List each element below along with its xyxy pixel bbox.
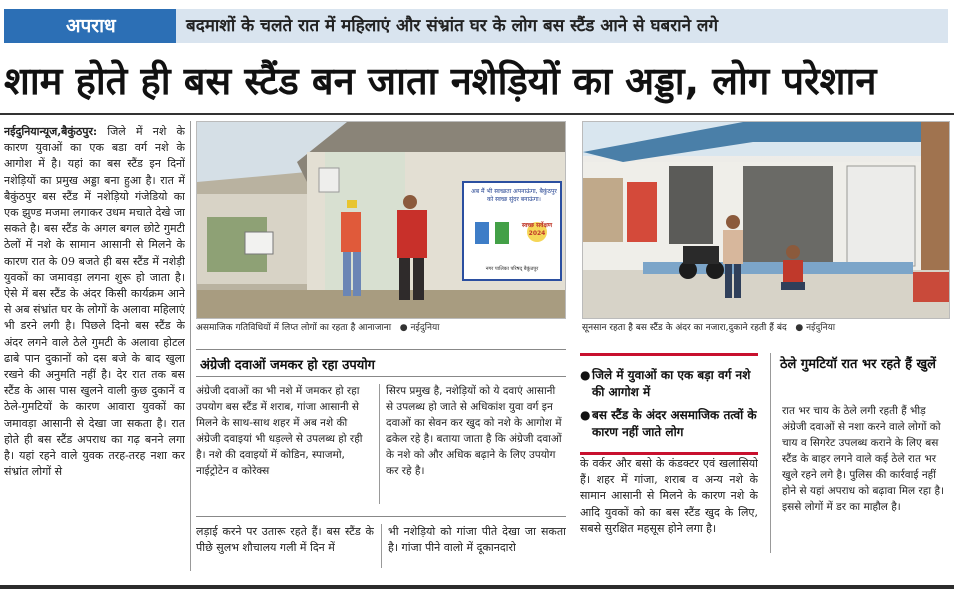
- mid-column-a: अंग्रेजी दवाओं का भी नशे में जमकर हो रहा उपयोग बस स्टैंड में शराब, गांजा आसानी से मिलने के साथ-साथ शहर में अब नशे की अंग्रेजी दवाइयां भी धड़ल्ले से उपलब्ध हो रही है। नशे की दवाइयों में कोडिन, स्पाजमो, नाईट्रोटेन व कोरेक्स: [196, 385, 363, 477]
- highlight-item: [580, 367, 758, 401]
- photo2-caption-text: सूनसान रहता है बस स्टैंड के अंदर का नजारा,दुकाने रहती हैं बंद: [582, 323, 787, 333]
- mid-separator: [196, 516, 566, 517]
- photo-bus-stand-wall: [196, 121, 566, 319]
- photo1-illustration: [197, 122, 566, 319]
- poster-footer: नगर पालिका परिषद् बैकुंठपुर: [485, 266, 539, 272]
- right-divider: [770, 353, 771, 553]
- poster-badge: स्वच्छ सर्वेक्षण 2024: [521, 222, 553, 237]
- photo2-caption: [582, 322, 950, 334]
- highlight-rule-top: [580, 353, 758, 356]
- photo1-credit: नईदुनिया: [410, 323, 440, 333]
- dateline: नईदुनियान्यूज,बैकुंठपुर:: [4, 125, 98, 138]
- photo2-credit: नईदुनिया: [806, 323, 836, 333]
- kicker-text: बदमाशों के चलते रात में महिलाएं और संभ्रांत घर के लोग बस स्टैंड आने से घबराने लगे: [176, 9, 948, 43]
- column-divider: [190, 121, 191, 571]
- highlight-text: बस स्टैंड के अंदर असमाजिक तत्वों के कारण नहीं जाते लोग: [592, 408, 757, 439]
- right-column: रात भर चाय के ठेले लगी रहती हैं भीड़ अंग्रेजी दवाओं से नशा करने वाले लोगों को चाय व सिगरेट उपलब्ध कराने के लिए बस स्टैंड के बाहर लगने वाले कई ठेले रात भर खुले रहने लगे है। पुलिस की कार्रवाई नहीं होने से यहां अपराध को बढ़ावा मिल रहा है। इससे लोगों में डर का माहौल है।: [782, 405, 944, 513]
- article-header: [0, 0, 954, 48]
- highlight-box: [580, 357, 758, 455]
- highlight-bullet: ●: [580, 368, 591, 382]
- category-tag: अपराध: [4, 9, 176, 43]
- headline: शाम होते ही बस स्टैंड बन जाता नशेड़ियों का अड्डा, लोग परेशान: [4, 59, 877, 103]
- highlight-text: जिले में युवाओं का एक बड़ा वर्ग नशे की आगोश में: [592, 368, 751, 399]
- photo-empty-bus-stand: [582, 121, 950, 319]
- bottom-rule: [0, 585, 954, 589]
- subhead-rule-bottom: [196, 376, 566, 377]
- mid-column-d: भी नशेड़ियो को गांजा पीते देखा जा सकता है। गांजा पीने वालो में दूकानदारो: [388, 525, 566, 555]
- photo1-caption-text: असमाजिक गतिविधियों में लिप्त लोगों का रहता है आनाजाना: [196, 323, 392, 333]
- mid-right-column: के वर्कर और बसो के कंडक्टर एवं खलासियो हैं। शहर में गांजा, शराब व अन्य नशे के सामान आसानी से मिलने के कारण नशे के आदि युवकों को का बस स्टैंड खुद के लिए, सबसे सुरक्षित महसूस होने लगा है।: [580, 457, 758, 535]
- highlight-rule-bottom: [580, 452, 758, 455]
- photo1-bullet: ●: [394, 323, 411, 333]
- subhead-stalls-open: ठेले गुमटियॉ रात भर रहते हैं खुलें: [780, 357, 936, 372]
- photo2-bullet: ●: [789, 323, 807, 333]
- mid-column-b: सिरप प्रमुख है, नशेड़ियों को ये दवाएं आसानी से उपलब्ध हो जाते से अधिकांश युवा वर्ग इन दवाओं का सेवन कर खुद को नशे के आगोश में ढकेल रहे है। बताया जाता है कि अंग्रेजी दवाओं के नशे को और अधिक बढ़ाने के लिए उपयोग कर रहे है।: [386, 385, 562, 477]
- photo1-caption: [196, 322, 566, 334]
- mid-divider: [379, 384, 380, 504]
- left-column-body: जिले में नशे के कारण युवाओं का एक बडा वर्ग नशे के आगोश में है। यहां का बस स्टैंड इन दिनों नशेड़ियों का प्रमुख अड्डा बना हुआ है। रात में बैकुंठपुर बस स्टैंड में नशेड़ियो गंजेडियो का एक झुण्ड मजमा लगाकर उधम मचाते देखे जा सकते है। बस स्टैंड के अगल बगल छोटे गुमटी ठेलों में नशे के सामान आसानी से मिलने के कारण रात के 09 बजते ही बस स्टैंड में नशेड़ी युवकों का जमावड़ा लगना शुरू हो जाता है। ऐसे में बस स्टैंड के अंदर किसी कार्यक्रम आने से अब संभ्रांत घर के लोगों के अलावा महिलाएं भी डरने लगी है। पिछले दिनो बस स्टैंड के अंदर लगने वाले ठेले गुमटी के अलावा होटल ढाबे पान दुकानों को दस बजे के बाद खुला रखने की अनुमति नहीं है। देर रात तक बस स्टैंड के आस पास खुलने वाली कुछ दुकानें व ठेले-गुमटियों के कारण आवारा युवकों का जमावड़ा आसानी से देखा जा सकता है। रात होते ही बस स्टैंड अपराध का गढ़ बनने लगा है। यहां रहने वाले युवक तरह-तरह नशा कर संभ्रांत लोगों से: [4, 125, 185, 479]
- highlight-item: [580, 407, 758, 441]
- highlight-bullet: ●: [580, 408, 591, 422]
- mid-column-c: लड़ाई करने पर उतारू रहते हैं। बस स्टैंड के पीछे सुलभ शौचालय गली में दिन में: [196, 525, 374, 555]
- mid-divider-lower: [381, 524, 382, 568]
- subhead-rule: [196, 349, 566, 350]
- poster-text: अब मैं भी स्वच्छता अपनाऊंगा, बैकुंठपुर को स्वच्छ सुंदर बनाऊंगा।: [471, 188, 557, 203]
- left-column: [4, 124, 185, 569]
- subhead-english-medicines: अंग्रेजी दवाओं जमकर हो रहा उपयोग: [200, 358, 376, 373]
- photo2-illustration: [583, 122, 950, 319]
- header-rule: [0, 113, 954, 115]
